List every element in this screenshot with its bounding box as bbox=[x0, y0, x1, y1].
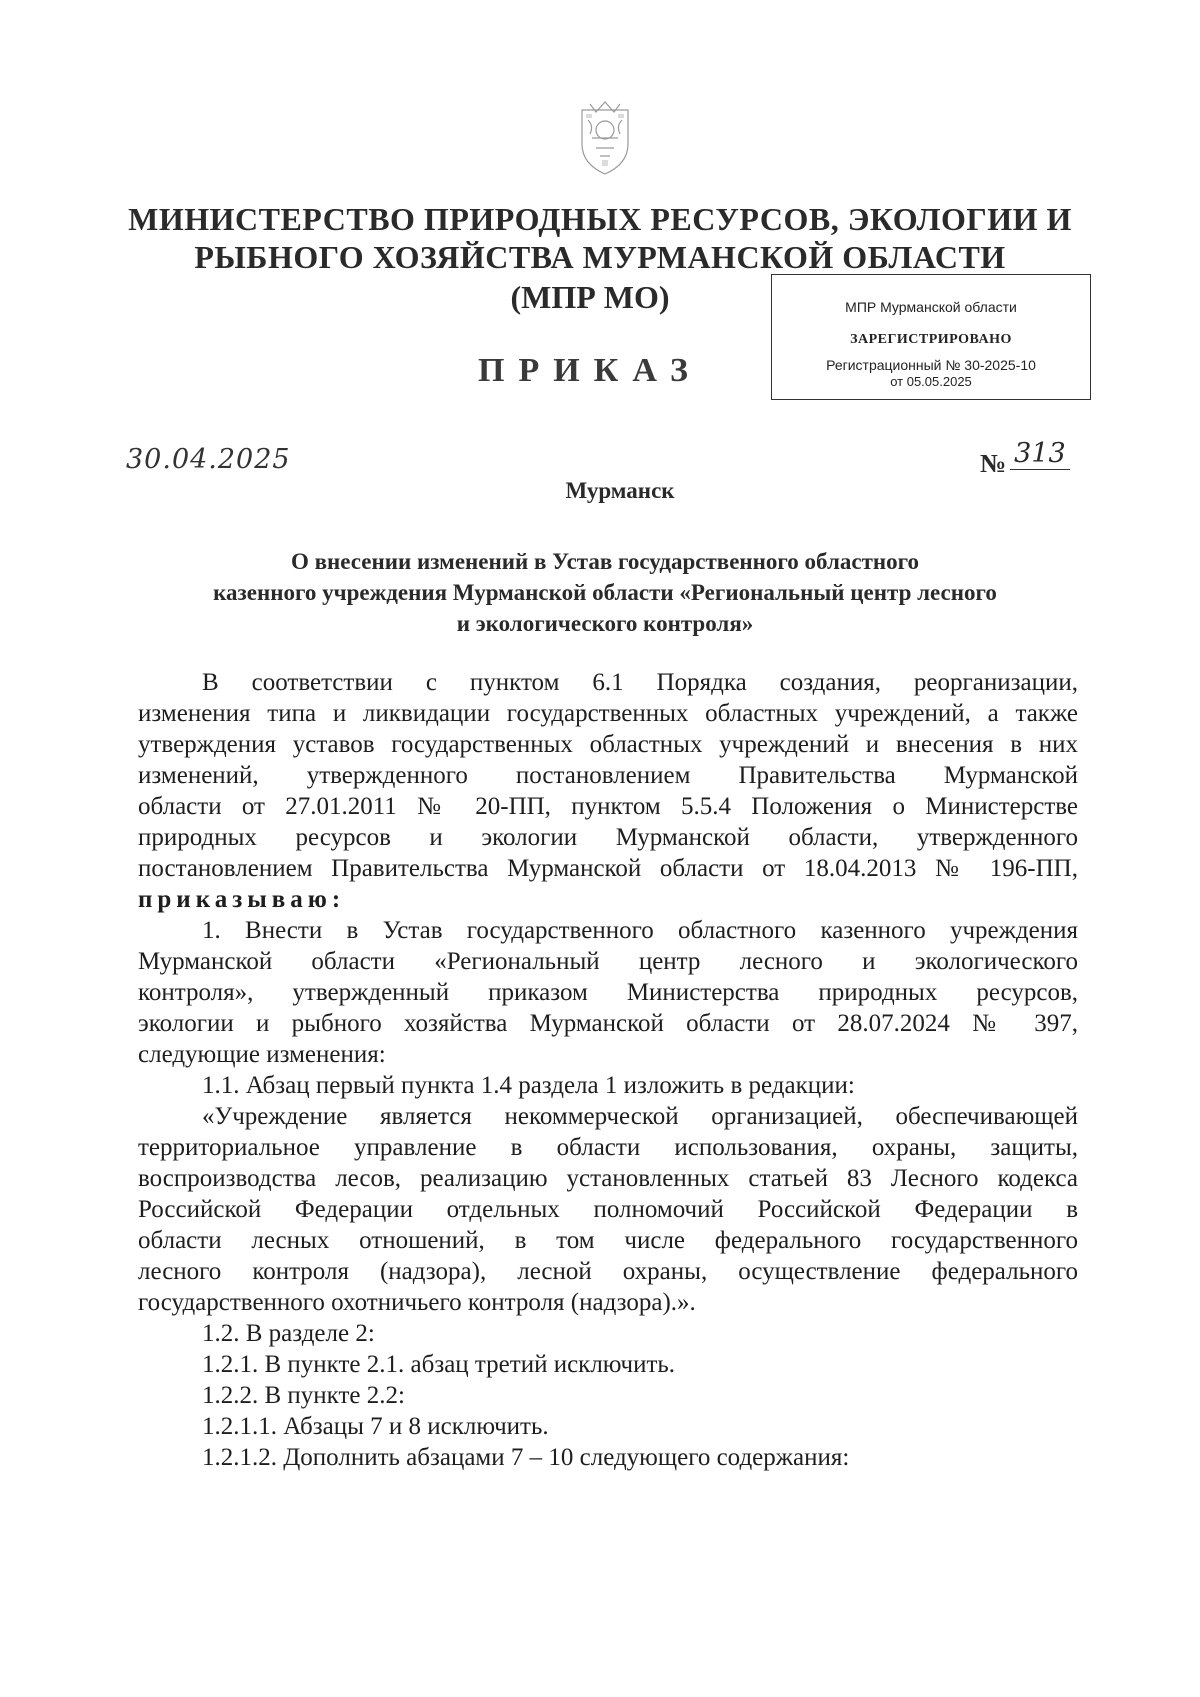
handwritten-date: 30.04.2025 bbox=[126, 444, 291, 475]
stamp-status: ЗАРЕГИСТРИРОВАНО bbox=[850, 332, 1012, 347]
body-line: территориальное управление в области использования, охраны, защиты, bbox=[138, 1134, 1078, 1161]
document-body bbox=[138, 667, 1078, 1473]
subject-line-2: казенного учреждения Мурманской области «Региональный центр лесного bbox=[213, 580, 997, 605]
ministry-abbreviation: (МПР МО) bbox=[510, 279, 670, 315]
body-line: изменения типа и ликвидации государственных областных учреждений, а также bbox=[138, 700, 1078, 727]
body-line: Российской Федерации отдельных полномочий Российской Федерации в bbox=[138, 1196, 1078, 1223]
subject-line-3: и экологического контроля» bbox=[456, 611, 754, 636]
body-line: 1. Внести в Устав государственного областного казенного учреждения bbox=[202, 917, 1078, 944]
body-line: изменений, утвержденного постановлением Правительства Мурманской bbox=[138, 762, 1078, 789]
body-line: «Учреждение является некоммерческой организацией, обеспечивающей bbox=[202, 1103, 1078, 1130]
stamp-registration-number: Регистрационный № 30-2025-10 bbox=[826, 357, 1036, 373]
number-sign: № bbox=[980, 449, 1007, 478]
body-line: экологии и рыбного хозяйства Мурманской области от 28.07.2024 № 397, bbox=[138, 1010, 1078, 1037]
registration-stamp bbox=[771, 274, 1091, 400]
body-line: государственного охотничьего контроля (надзора).». bbox=[138, 1289, 696, 1316]
document-type-heading: ПРИКАЗ bbox=[478, 352, 702, 389]
body-line: Мурманской области «Региональный центр лесного и экологического bbox=[138, 948, 1078, 975]
body-line: контроля», утвержденный приказом Министерства природных ресурсов, bbox=[138, 979, 1078, 1006]
subject-line-1: О внесении изменений в Устав государственного областного bbox=[290, 549, 920, 574]
order-word: приказываю: bbox=[138, 886, 346, 913]
document-subject bbox=[130, 546, 1080, 639]
body-line: 1.2. В разделе 2: bbox=[202, 1320, 375, 1347]
body-line: природных ресурсов и экологии Мурманской области, утвержденного bbox=[138, 824, 1078, 851]
ministry-title-line-2: РЫБНОГО ХОЗЯЙСТВА МУРМАНСКОЙ ОБЛАСТИ bbox=[194, 239, 1006, 275]
body-line: области от 27.01.2011 № 20-ПП, пунктом 5.5.4 Положения о Министерстве bbox=[138, 793, 1078, 820]
body-line: постановлением Правительства Мурманской области от 18.04.2013 № 196-ПП, bbox=[138, 855, 1078, 882]
body-line: 1.1. Абзац первый пункта 1.4 раздела 1 изложить в редакции: bbox=[202, 1072, 855, 1099]
body-line: следующие изменения: bbox=[138, 1041, 386, 1068]
body-line: 1.2.1. В пункте 2.1. абзац третий исключить. bbox=[202, 1351, 676, 1378]
stamp-date: от 05.05.2025 bbox=[890, 374, 972, 389]
body-line: 1.2.2. В пункте 2.2: bbox=[202, 1382, 405, 1409]
body-line: 1.2.1.2. Дополнить абзацами 7 – 10 следующего содержания: bbox=[202, 1444, 850, 1471]
body-line: 1.2.1.1. Абзацы 7 и 8 исключить. bbox=[202, 1413, 549, 1440]
ministry-title bbox=[100, 200, 1100, 276]
ministry-title-line-1: МИНИСТЕРСТВО ПРИРОДНЫХ РЕСУРСОВ, ЭКОЛОГИИ И bbox=[128, 201, 1072, 237]
body-line: воспроизводства лесов, реализацию установленных статьей 83 Лесного кодекса bbox=[138, 1165, 1078, 1192]
body-line: В соответствии с пунктом 6.1 Порядка создания, реорганизации, bbox=[202, 669, 1078, 696]
document-number bbox=[980, 438, 1070, 480]
body-line: утверждения уставов государственных областных учреждений и внесения в них bbox=[138, 731, 1078, 758]
handwritten-number: 313 bbox=[1010, 438, 1070, 470]
body-line: области лесных отношений, в том числе федерального государственного bbox=[138, 1227, 1078, 1254]
stamp-org: МПР Мурманской области bbox=[845, 299, 1017, 315]
city: Мурманск bbox=[565, 478, 675, 503]
body-line: лесного контроля (надзора), лесной охраны, осуществление федерального bbox=[138, 1258, 1078, 1285]
coat-of-arms-icon bbox=[572, 98, 638, 178]
